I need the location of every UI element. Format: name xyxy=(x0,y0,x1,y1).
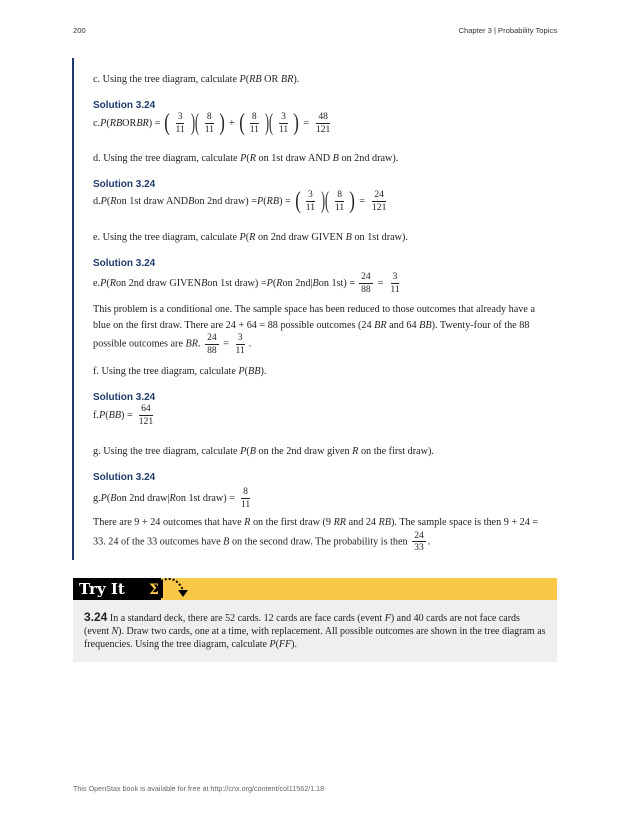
fraction: $\frac{24}{33}$ xyxy=(414,529,424,554)
equation-g: g. P ( B on 2nd draw| R on 1st draw) = $\frac{8}{11}$ xyxy=(93,486,251,510)
solution-heading-g: Solution 3.24 xyxy=(93,472,156,483)
fraction: $\frac{3}{11}$ xyxy=(305,188,315,213)
fraction: $\frac{3}{11}$ xyxy=(235,332,245,356)
fraction-result: $\frac{64}{121}$ xyxy=(138,403,154,427)
try-it-exercise: 3.24 In a standard deck, there are 52 cards. 12 cards are face cards (event F) and 40 cards are not face cards (event N). Draw two cards, one at a time, with replacement. All possible outcomes are shown in the tree diagram as frequencies. Using the tree diagram, calculate P(FF). xyxy=(84,610,546,650)
explanation-e: This problem is a conditional one. The sample space has been reduced to those outcomes that already have a blue on the first draw. There are 24 + 64 = 88 possible outcomes (24 BR and 64 BB). Twenty-four of the 88 possible outcomes are BR. $\frac{24}{88}$ = $\frac{3}{11}$ . xyxy=(93,304,535,356)
fraction: $\frac{24}{88}$ xyxy=(207,332,217,356)
try-it-label: Try It xyxy=(73,578,161,600)
explanation-g: There are 9 + 24 outcomes that have R on the first draw (9 RR and 24 RB). The sample space is then 9 + 24 = 33. 24 of the 33 outcomes have B on the second draw. The probability is then $\frac{24}{33}$ . xyxy=(93,517,539,554)
fraction-result: $\frac{24}{121}$ xyxy=(371,188,387,213)
running-header: Chapter 3 | Probability Topics xyxy=(458,26,557,35)
equation-c: c. P ( RB OR BR ) = ( $\frac{3}{11}$ )( $\frac{8}{11}$ ) + ( $\frac{8}{11}$ )( $\frac{3}{11}$ ) = $\frac{48}{121}$ xyxy=(93,110,331,136)
page-number: 200 xyxy=(73,26,86,35)
question-c: c. Using the tree diagram, calculate P(RB OR BR). xyxy=(93,74,300,85)
fraction-result: $\frac{48}{121}$ xyxy=(315,110,331,135)
equation-e: e. P ( R on 2nd draw GIVEN B on 1st draw) = P ( R on 2nd| B on 1st) = $\frac{24}{88}$ = $\frac{3}{11}$ xyxy=(93,271,400,295)
fraction: $\frac{8}{11}$ xyxy=(334,188,345,213)
solution-heading-d: Solution 3.24 xyxy=(93,179,156,190)
question-g: g. Using the tree diagram, calculate P(B on the 2nd draw given R on the first draw). xyxy=(93,446,434,457)
fraction: $\frac{3}{11}$ xyxy=(278,110,289,135)
fraction: $\frac{8}{11}$ xyxy=(249,110,259,135)
equation-f: f. P ( BB ) = $\frac{64}{121}$ xyxy=(93,403,154,427)
sigma-glyph: Σ xyxy=(149,582,159,598)
fraction: $\frac{24}{88}$ xyxy=(361,271,371,295)
exercise-number: 3.24 xyxy=(84,610,108,624)
try-it-content xyxy=(73,600,557,662)
question-d: d. Using the tree diagram, calculate P(R on 1st draw AND B on 2nd draw). xyxy=(93,153,399,164)
page-footer: This OpenStax book is available for free at http://cnx.org/content/col11562/1.18 xyxy=(73,784,325,793)
question-f: f. Using the tree diagram, calculate P(BB). xyxy=(93,366,267,377)
fraction: $\frac{3}{11}$ xyxy=(175,110,185,135)
solution-sidebar-rule xyxy=(72,58,74,560)
solution-heading-c: Solution 3.24 xyxy=(93,100,156,111)
fraction: $\frac{8}{11}$ xyxy=(204,110,214,135)
fraction-result: $\frac{3}{11}$ xyxy=(390,271,400,295)
question-e: e. Using the tree diagram, calculate P(R on 2nd draw GIVEN B on 1st draw). xyxy=(93,232,408,243)
try-it-banner xyxy=(73,578,557,600)
fraction-result: $\frac{8}{11}$ xyxy=(240,486,251,510)
solution-heading-f: Solution 3.24 xyxy=(93,392,156,403)
solution-heading-e: Solution 3.24 xyxy=(93,258,156,269)
equation-d: d. P ( R on 1st draw AND B on 2nd draw) = P ( RB ) = ( $\frac{3}{11}$ )( $\frac{8}{11}$ ) = $\frac{24}{121}$ xyxy=(93,188,387,214)
